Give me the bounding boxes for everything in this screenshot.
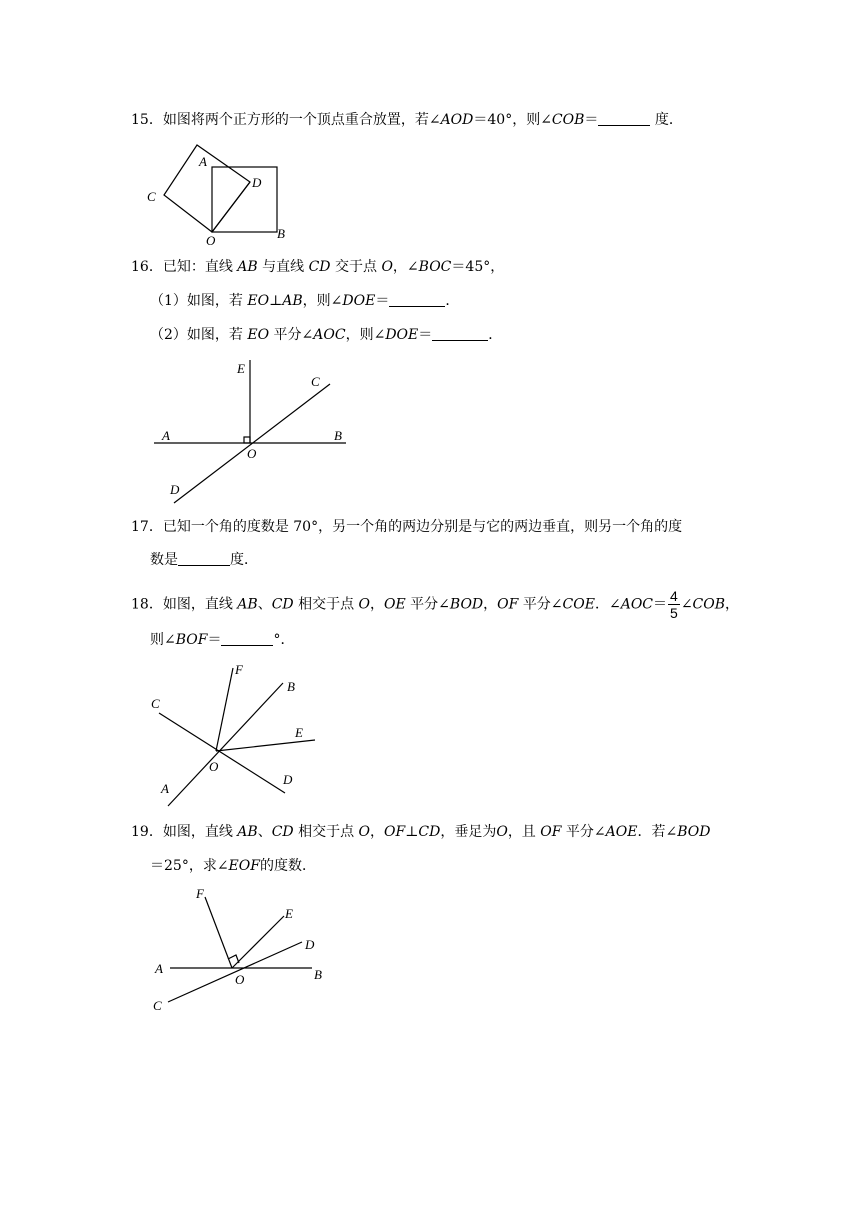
angle-name: DOE bbox=[342, 293, 376, 309]
q19-text bbox=[131, 822, 710, 842]
label-b: B bbox=[287, 679, 295, 694]
label-o: O bbox=[247, 446, 257, 461]
line-name: CD bbox=[418, 824, 441, 840]
text: ，垂足为 bbox=[440, 824, 497, 840]
label-a: A bbox=[155, 961, 163, 976]
answer-blank[interactable] bbox=[389, 292, 445, 307]
text: 则∠ bbox=[150, 632, 176, 648]
q18-text-line2 bbox=[150, 630, 294, 650]
q15-text bbox=[131, 110, 683, 130]
angle-name: AOC bbox=[620, 596, 654, 613]
text: 平分∠ bbox=[522, 596, 563, 613]
segment-od bbox=[212, 182, 250, 232]
text: 数是 bbox=[150, 552, 178, 568]
line-name: EO bbox=[247, 293, 270, 309]
ray-name: OF bbox=[384, 824, 406, 840]
angle-name: BOD bbox=[449, 596, 484, 613]
line-name: CD bbox=[308, 259, 331, 275]
point-name: O bbox=[381, 259, 393, 275]
angle-name: BOF bbox=[175, 632, 208, 648]
q16-figure bbox=[150, 355, 360, 505]
question-number: 18． bbox=[131, 596, 163, 613]
text: 如图，直线 bbox=[162, 824, 233, 840]
text: 度． bbox=[654, 112, 683, 128]
fraction-denominator: 5 bbox=[670, 605, 678, 621]
text: 平分∠ bbox=[410, 596, 450, 613]
line-name: AB bbox=[282, 293, 303, 309]
fraction-numerator: 4 bbox=[670, 588, 678, 604]
label-a: A bbox=[162, 428, 170, 443]
text: ． bbox=[445, 293, 460, 309]
text: ＝40°，则∠ bbox=[473, 112, 552, 128]
angle-name: AOC bbox=[313, 327, 346, 343]
q15-figure bbox=[140, 135, 300, 248]
line-name: CD bbox=[271, 824, 294, 840]
angle-name: COB bbox=[692, 596, 726, 613]
answer-blank[interactable] bbox=[221, 631, 273, 646]
text: ． bbox=[488, 327, 503, 343]
label-c: C bbox=[147, 189, 156, 204]
label-d: D bbox=[305, 937, 315, 952]
line-name: AB bbox=[237, 824, 258, 840]
text: 交于点 bbox=[334, 259, 377, 275]
q17-text bbox=[131, 517, 682, 537]
text: 平分∠ bbox=[273, 327, 314, 343]
line-name: AB bbox=[237, 259, 258, 275]
text: 已知：直线 bbox=[162, 259, 233, 275]
line-ab bbox=[168, 683, 283, 806]
text: °． bbox=[273, 632, 295, 648]
text: ，∠ bbox=[392, 259, 419, 275]
text: ＝45°， bbox=[451, 259, 505, 275]
label-f: F bbox=[196, 886, 204, 901]
q16-text bbox=[131, 257, 504, 277]
q19-figure bbox=[150, 882, 340, 1012]
label-c: C bbox=[311, 374, 320, 389]
text: ，且 bbox=[507, 824, 536, 840]
text: ＝ bbox=[584, 112, 599, 128]
q19-text-line2 bbox=[150, 856, 316, 876]
ray-of bbox=[205, 897, 232, 968]
point-name: O bbox=[496, 824, 508, 840]
q18-figure bbox=[145, 660, 325, 810]
angle-name: BOD bbox=[677, 824, 711, 840]
label-d: D bbox=[252, 175, 262, 190]
angle-name: DOE bbox=[385, 327, 419, 343]
line-name: EO bbox=[247, 327, 270, 343]
label-c: C bbox=[151, 696, 160, 711]
question-number: 15． bbox=[131, 112, 163, 128]
square-ocad bbox=[164, 145, 250, 232]
text: ＝25°，求∠ bbox=[150, 858, 229, 874]
text: ，则∠ bbox=[302, 293, 343, 309]
text: ．若∠ bbox=[637, 824, 678, 840]
q18-text bbox=[131, 588, 739, 621]
ray-name: OF bbox=[540, 824, 562, 840]
label-b: B bbox=[277, 226, 285, 241]
angle-name: COE bbox=[562, 596, 595, 613]
label-c: C bbox=[153, 998, 162, 1013]
ray-oe bbox=[232, 916, 284, 968]
label-a: A bbox=[199, 154, 207, 169]
text: ⊥ bbox=[405, 824, 419, 840]
label-d: D bbox=[283, 772, 293, 787]
label-o: O bbox=[209, 759, 219, 774]
line-cd bbox=[159, 713, 285, 793]
text: 的度数． bbox=[259, 858, 316, 874]
point-name: O bbox=[358, 596, 371, 613]
text: ＝ bbox=[418, 327, 433, 343]
label-o: O bbox=[206, 233, 216, 248]
right-angle-mark bbox=[244, 437, 250, 443]
label-b: B bbox=[314, 967, 322, 982]
text: ＝ bbox=[653, 596, 668, 613]
label-e: E bbox=[237, 361, 245, 376]
text: 相交于点 bbox=[298, 824, 355, 840]
label-a: A bbox=[161, 781, 169, 796]
text: ⊥ bbox=[269, 293, 283, 309]
text: ， bbox=[725, 596, 740, 613]
text: ∠ bbox=[680, 596, 693, 613]
text: 如图，直线 bbox=[162, 596, 233, 613]
text: ＝ bbox=[375, 293, 390, 309]
label-f: F bbox=[235, 662, 243, 677]
text: 度． bbox=[230, 552, 258, 568]
q16-part1 bbox=[150, 291, 459, 311]
text: ， bbox=[370, 824, 385, 840]
line-name: AB bbox=[237, 596, 258, 613]
text: （2）如图，若 bbox=[150, 327, 243, 343]
square-odb bbox=[212, 167, 277, 232]
question-number: 17． bbox=[131, 519, 163, 535]
text: （1）如图，若 bbox=[150, 293, 243, 309]
label-e: E bbox=[285, 906, 293, 921]
text: 、 bbox=[257, 596, 272, 613]
angle-name: COB bbox=[551, 112, 585, 128]
line-name: CD bbox=[271, 596, 294, 613]
point-name: O bbox=[358, 824, 371, 840]
text: ，则∠ bbox=[345, 327, 386, 343]
text: ＝ bbox=[207, 632, 222, 648]
text: ， bbox=[370, 596, 385, 613]
text: ， bbox=[483, 596, 498, 613]
q16-part2 bbox=[150, 325, 502, 345]
label-b: B bbox=[334, 428, 342, 443]
label-e: E bbox=[295, 725, 303, 740]
text: 平分∠ bbox=[565, 824, 606, 840]
answer-blank[interactable] bbox=[598, 111, 650, 126]
label-o: O bbox=[235, 972, 245, 987]
text: 、 bbox=[257, 824, 272, 840]
answer-blank[interactable] bbox=[178, 551, 230, 566]
answer-blank[interactable] bbox=[432, 326, 488, 341]
angle-name: BOC bbox=[418, 259, 452, 275]
ray-name: OF bbox=[497, 596, 519, 613]
ray-name: OE bbox=[384, 596, 406, 613]
text: 如图将两个正方形的一个顶点重合放置，若∠ bbox=[162, 112, 441, 128]
text: 相交于点 bbox=[298, 596, 355, 613]
text: 已知一个角的度数是 70°，另一个角的两边分别是与它的两边垂直，则另一个角的度 bbox=[162, 519, 683, 535]
label-d: D bbox=[170, 482, 180, 497]
text: ．∠ bbox=[594, 596, 621, 613]
angle-name: AOE bbox=[605, 824, 638, 840]
angle-name: AOD bbox=[440, 112, 474, 128]
ray-oe bbox=[216, 740, 315, 751]
question-number: 16． bbox=[131, 259, 163, 275]
text: 与直线 bbox=[262, 259, 305, 275]
fraction-four-fifths bbox=[668, 588, 680, 621]
question-number: 19． bbox=[131, 824, 163, 840]
angle-name: EOF bbox=[228, 858, 260, 874]
q17-text-line2 bbox=[150, 550, 258, 570]
